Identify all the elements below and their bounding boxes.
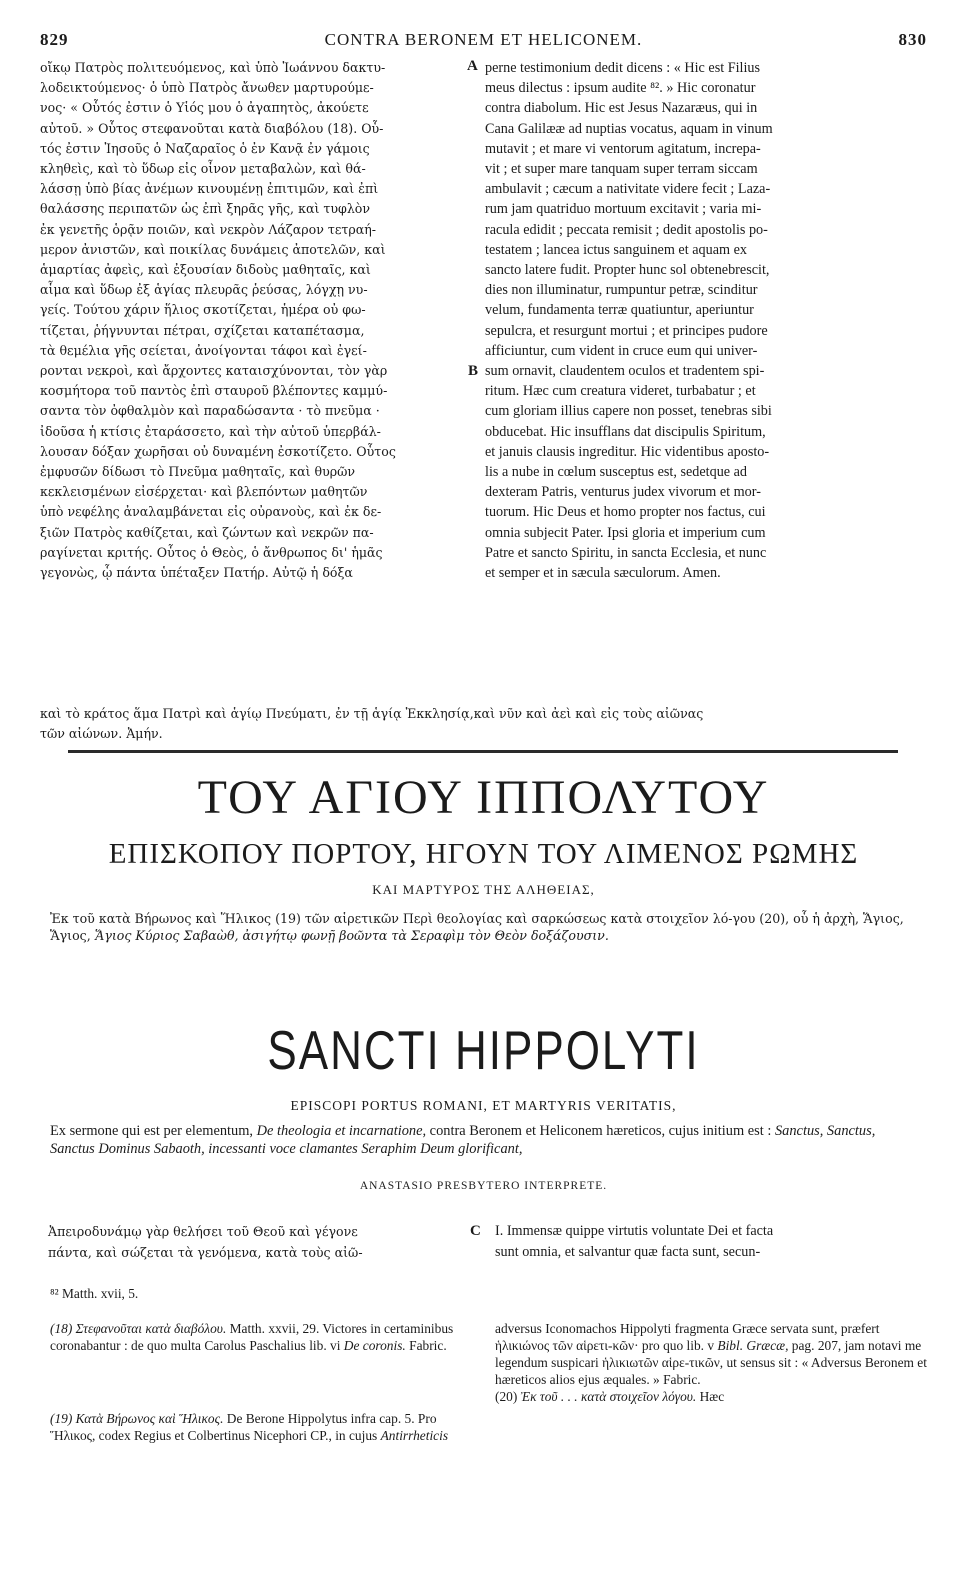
- footnote-19-continued: [495, 1320, 927, 1405]
- greek-text-line: κεκλεισμένων εἰσέρχεται· καὶ βλεπόντων μαθητῶν: [40, 484, 368, 500]
- latin-text-line: dexteram Patris, venturus judex vivorum et mor-: [485, 484, 761, 501]
- greek-text-line: ἐμφυσῶν δίδωσι τὸ Πνεῦμα μαθηταῖς, καὶ θυρῶν: [40, 464, 356, 480]
- latin-text-line: sepulcra, et resurgunt mortui ; et principes pudore: [485, 322, 768, 339]
- footnote-19: [50, 1410, 470, 1444]
- latin-text-line: meus dilectus : ipsum audite ⁸². » Hic coronatur: [485, 80, 756, 97]
- latin-text-line: sum ornavit, claudentem oculos et tradentem spi-: [485, 363, 765, 380]
- greek-text-line: τὰ θεμέλια γῆς σείεται, ἀνοίγονται τάφοι καὶ ἐγεί-: [40, 342, 367, 358]
- latin-text-line: afficiuntur, cum vident in cruce eum qui univer-: [485, 342, 758, 359]
- latin-text-line: lis a nube in cœlum susceptus est, sedetque ad: [485, 464, 748, 481]
- footnote-19-lemma: (19) Κατὰ Βήρωνος καὶ Ἥλικος.: [50, 1411, 224, 1426]
- latin-text-line: testatem ; lancea ictus sanguinem et aquam ex: [485, 241, 747, 258]
- latin-text-line: velum, fundamenta terræ quatiuntur, aperiuntur: [485, 302, 754, 319]
- footnote-19-cont-text-2: pag. 207, jam notavi me legendum suspicari ἡλικιωτῶν αἱρε-τικῶν, ut sensus sit : « Adversus Beronem et hæreticos alios ejus æquales. » Fabric.: [495, 1338, 927, 1387]
- top-text-columns: [40, 58, 927, 718]
- running-title: CONTRA BERONEM ET HELICONEM.: [324, 30, 643, 49]
- footnote-18-text: Matth. xxvii, 29. Victores in certaminibus coronabantur : de quo multa Carolus Paschalius lib. vi: [50, 1321, 454, 1353]
- latin-text-line: cum gloriam illius capere non posset, tenebras sibi: [485, 403, 772, 420]
- footnote-19-text: De Berone Hippolytus infra cap. 5. Pro Ἥλικος, codex Regius et Colbertinus Nicephori CP., in cujus: [50, 1411, 437, 1443]
- greek-title: ΤΟΥ ΑΓΙΟΥ ΙΠΠΟΛΥΤΟΥ: [197, 771, 770, 824]
- latin-intro-italic-2: Sanctus, Sanctus, Sanctus Dominus Sabaoth, incessanti voce clamantes Seraphim Deum glorificant,: [50, 1123, 876, 1157]
- greek-subtitle: ΕΠΙΣΚΟΠΟΥ ΠΟΡΤΟΥ, ΗΓΟΥΝ ΤΟΥ ΛΙΜΕΝΟΣ ΡΩΜΗΣ: [108, 838, 859, 870]
- section-c-greek: [48, 1221, 488, 1263]
- greek-text-line: οἴκῳ Πατρὸς πολιτευόμενος, καὶ ὑπὸ Ἰωάννου δακτυ-: [40, 60, 386, 75]
- footnote-20-lemma: Ἐκ τοῦ . . . κατὰ στοιχεῖον λόγου.: [520, 1389, 697, 1404]
- greek-text-line: κληθεὶς, καὶ τὸ ὕδωρ εἰς οἶνον μεταβαλὼν, καὶ θά-: [40, 161, 366, 177]
- running-head: [40, 30, 927, 52]
- greek-text-line: σαντα τὸν ὀφθαλμὸν καὶ παραδώσαντα · τὸ πνεῦμα ·: [40, 403, 380, 419]
- latin-column: [485, 58, 927, 583]
- greek-intro-text: Ἐκ τοῦ κατὰ Βήρωνος καὶ Ἥλικος (19) τῶν αἱρετικῶν Περὶ θεολογίας καὶ σαρκώσεως κατὰ στοιχεῖον λό-γου (20), οὗ ἡ ἀρχὴ, Ἅγιος, Ἅγιος,: [50, 911, 904, 943]
- section-c-greek-line: Ἀπειροδυνάμῳ γὰρ θελήσει τοῦ Θεοῦ καὶ γέγονε: [48, 1224, 358, 1239]
- greek-column: [40, 58, 480, 583]
- greek-text-line: γεγονὼς, ᾧ πάντα ὑπέταξεν Πατήρ. Αὐτῷ ἡ δόξα: [40, 565, 353, 581]
- section-divider: [68, 750, 898, 753]
- latin-text-line: vit ; et super mare tanquam super terram siccam: [485, 161, 758, 178]
- section-marker-b: B: [468, 363, 479, 379]
- greek-text-line: ὑπὸ νεφέλης ἀναλαμβάνεται εἰς οὐρανοὺς, καὶ ἐκ δε-: [40, 504, 382, 520]
- greek-intro: [50, 910, 920, 944]
- latin-text-line: contra diabolum. Hic est Jesus Nazaræus, qui in: [485, 100, 758, 117]
- doxology-line-2: τῶν αἰώνων. Ἀμήν.: [40, 726, 163, 741]
- footnote-20: [495, 1388, 927, 1405]
- footnote-18-title: De coronis.: [343, 1338, 406, 1353]
- latin-text-line: omnia subjecit Pater. Ipsi gloria et imperium cum: [485, 524, 766, 541]
- greek-text-line: κοσμήτορα τοῦ παντὸς ἐπὶ σταυροῦ βλέποντες καμμύ-: [40, 383, 388, 399]
- greek-text-line: αὐτοῦ. » Οὗτος στεφανοῦται κατὰ διαβόλου (18). Οὗ-: [40, 120, 384, 136]
- greek-text-line: τίζεται, ῥήγνυνται πέτραι, σχίζεται καταπέτασμα,: [40, 322, 365, 338]
- greek-text-line: αἷμα καὶ ὕδωρ ἐξ ἁγίας πλευρᾶς ῥεύσας, λόγχῃ νυ-: [40, 282, 368, 298]
- latin-text-line: et semper et in sæcula sæculorum. Amen.: [485, 565, 721, 582]
- greek-text-line: λοδεικτούμενος· ὁ ὑπὸ Πατρὸς ἄνωθεν μαρτυρούμε-: [40, 80, 374, 96]
- section-c-greek-line: πάντα, καὶ σώζεται τὰ γενόμενα, κατὰ τοὺς αἰῶ-: [48, 1245, 363, 1260]
- section-c-latin-line: I. Immensæ quippe virtutis voluntate Dei et facta: [495, 1223, 774, 1239]
- section-marker-a: A: [467, 58, 478, 74]
- latin-intro: [50, 1122, 920, 1158]
- latin-subtitle: EPISCOPI PORTUS ROMANI, ET MARTYRIS VERITATIS,: [290, 1098, 677, 1113]
- greek-text-line: ἰδοῦσα ἡ κτίσις ἐταράσσετο, καὶ τὴν αὐτοῦ ὑπερβάλ-: [40, 423, 381, 439]
- footnote-19-cont-italic: Bibl. Græcæ,: [717, 1338, 789, 1353]
- footnote-20-text: Hæc: [696, 1389, 725, 1404]
- latin-text-line: Patre et sancto Spiritu, in sancta Ecclesia, et nunc: [485, 544, 767, 561]
- latin-text-line: et januis clausis ingreditur. Hic videntibus aposto-: [485, 443, 770, 460]
- latin-text-line: ritum. Hæc cum creatura videret, turbabatur ; et: [485, 383, 756, 400]
- greek-text-line: γείς. Τούτου χάριν ἥλιος σκοτίζεται, ἡμέρα οὐ φω-: [40, 302, 366, 318]
- greek-text-line: ἐκ γενετῆς ὁρᾷν ποιῶν, καὶ νεκρὸν Λάζαρον τετραή-: [40, 221, 377, 237]
- greek-text-line: λουσαν δόξαν χωρῆσαι οὐ δυναμένη ἐσκοτίζετο. Οὗτος: [40, 443, 396, 459]
- greek-text-line: ἁμαρτίας ἀφεὶς, καὶ ἐξουσίαν διδοὺς μαθηταῖς, καὶ: [40, 262, 371, 278]
- latin-text-line: rum jam quatriduo mortuum excitavit ; varia mi-: [485, 201, 762, 218]
- footnote-82: ⁸² Matth. xvii, 5.: [50, 1286, 139, 1301]
- greek-text-line: ρονται νεκροὶ, καὶ ἄρχοντες καταισχύνονται, τὸν γὰρ: [40, 363, 388, 379]
- latin-intro-italic-1: De theologia et incarnatione,: [256, 1123, 427, 1139]
- latin-text-line: tuorum. Hic Deus et homo propter nos factus, cui: [485, 504, 766, 521]
- greek-text-line: μερον ἀνιστῶν, καὶ ποικίλας δυνάμεις ἀποτελῶν, καὶ: [40, 241, 386, 257]
- footnote-19-cont-text-1: adversus Iconomachos Hippolyti fragmenta Græce servata sunt, præfert ἡλικιώνος τῶν αἱρετι-κῶν· pro quo lib. v: [495, 1321, 880, 1353]
- page-number-right: 830: [898, 30, 927, 49]
- section-c-latin-line: sunt omnia, et salvantur quæ facta sunt, secun-: [495, 1244, 761, 1260]
- page-number-left: 829: [40, 30, 69, 49]
- latin-text-line: dies non illuminatur, rumpuntur petræ, scinditur: [485, 282, 758, 299]
- latin-text-line: sancto latere fudit. Propter hunc sol obtenebrescit,: [485, 262, 770, 279]
- page: [40, 30, 927, 1443]
- footnote-18-lemma: (18) Στεφανοῦται κατὰ διαβόλου.: [50, 1321, 227, 1336]
- latin-text-line: mutavit ; et mare vi ventorum agitatum, increpa-: [485, 140, 761, 157]
- greek-subtitle-line3: ΚΑΙ ΜΑΡΤΥΡΟΣ ΤΗΣ ΑΛΗΘΕΙΑΣ,: [372, 882, 595, 897]
- greek-text-line: τός ἐστιν Ἰησοῦς ὁ Ναζαραῖος ὁ ἐν Κανᾷ ἐν γάμοις: [40, 140, 370, 156]
- latin-text-line: ambulavit ; cæcum a nativitate videre fecit ; Laza-: [485, 181, 771, 198]
- footnote-19-title: Antirrheticis: [380, 1428, 449, 1443]
- latin-text-line: Cana Galilææ ad nuptias vocatus, aquam in vinum: [485, 120, 773, 137]
- footnote-18: [50, 1320, 470, 1354]
- doxology-line-1: καὶ τὸ κράτος ἅμα Πατρὶ καὶ ἁγίῳ Πνεύματι, ἐν τῇ ἁγίᾳ Ἐκκλησίᾳ,καὶ νῦν καὶ ἀεὶ καὶ εἰς τοὺς αἰῶνας: [40, 706, 704, 721]
- latin-text-line: obducebat. Hic insufflans dat discipulis Spiritum,: [485, 423, 766, 440]
- latin-intro-text-1: Ex sermone qui est per elementum,: [50, 1123, 257, 1139]
- greek-intro-italic: Ἅγιος Κύριος Σαβαὼθ, ἀσιγήτῳ φωνῇ βοῶντα τὰ Σεραφὶμ τὸν Θεὸν δοξάζουσιν.: [94, 928, 609, 943]
- interpreter-line: ANASTASIO PRESBYTERO INTERPRETE.: [359, 1180, 608, 1192]
- latin-text-line: racula edidit ; peccata remisit ; dedit apostolis po-: [485, 221, 768, 238]
- greek-text-line: νος· « Οὗτός ἐστιν ὁ Υἱός μου ὁ ἀγαπητὸς, ἀκούετε: [40, 100, 369, 116]
- latin-intro-text-2: contra Beronem et Heliconem hæreticos, cujus initium est :: [426, 1123, 775, 1139]
- footnote-18-author: Fabric.: [405, 1338, 447, 1353]
- latin-title: SANCTI HIPPOLYTI: [267, 1020, 700, 1082]
- footnote-20-number: (20): [495, 1389, 521, 1404]
- section-marker-c: C: [470, 1223, 481, 1239]
- section-c-latin: [495, 1221, 927, 1263]
- greek-text-line: λάσσῃ ὑπὸ βίας ἀνέμων κινουμένῃ ἐπιτιμῶν, καὶ ἐπὶ: [40, 181, 379, 197]
- greek-text-line: θαλάσσης περιπατῶν ὡς ἐπὶ ξηρᾶς γῆς, καὶ τυφλὸν: [40, 201, 371, 217]
- greek-text-line: ραγίνεται κριτής. Οὗτος ὁ Θεὸς, ὁ ἄνθρωπος δι' ἡμᾶς: [40, 544, 383, 560]
- latin-text-line: perne testimonium dedit dicens : « Hic est Filius: [485, 60, 761, 76]
- section-c-columns: [40, 1221, 927, 1266]
- greek-text-line: ξιῶν Πατρὸς καθίζεται, καὶ ζώντων καὶ νεκρῶν πα-: [40, 524, 374, 540]
